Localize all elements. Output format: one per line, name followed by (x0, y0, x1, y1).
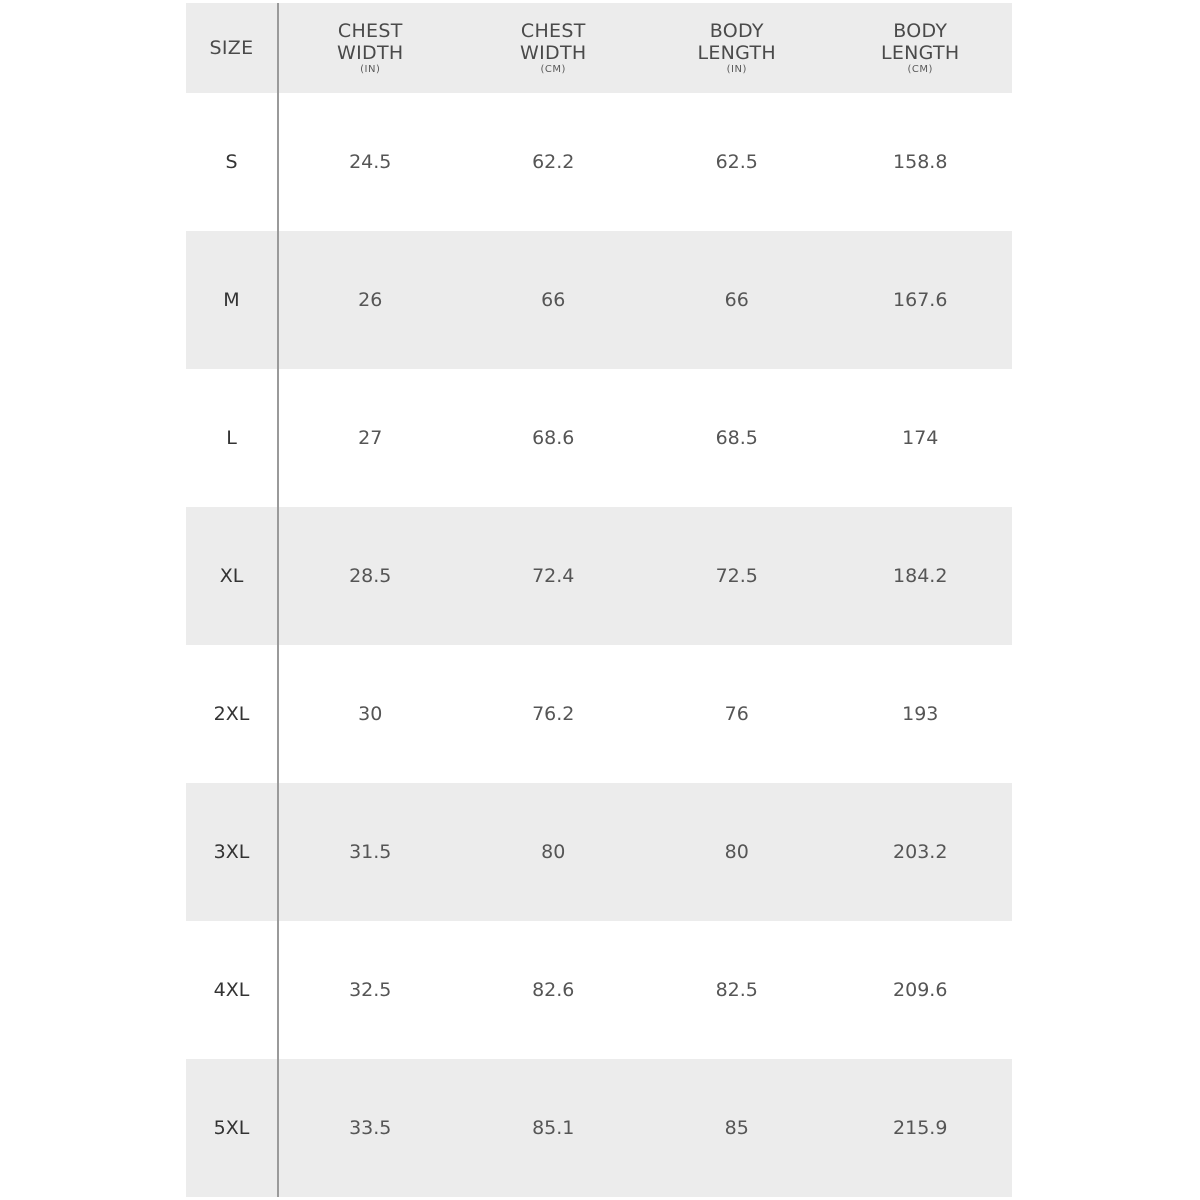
chest-width-cm-cell: 76.2 (532, 703, 575, 725)
body-length-cm-cell: 203.2 (893, 841, 948, 863)
chest-width-cm-cell: 85.1 (532, 1117, 575, 1139)
body-length-cm-cell: 193 (902, 703, 939, 725)
header-label-line: CHEST (520, 20, 586, 42)
body-length-cm-cell: 184.2 (893, 565, 948, 587)
body-length-in-cell: 66 (724, 289, 749, 311)
body-length-in-cell: 76 (724, 703, 749, 725)
chest-width-in-cell: 24.5 (349, 151, 392, 173)
chest-width-cm-cell: 62.2 (532, 151, 575, 173)
header-body-length-in (645, 3, 829, 93)
size-cell: S (186, 93, 278, 231)
body-length-in-cell: 68.5 (715, 427, 758, 449)
size-cell: 5XL (186, 1059, 278, 1197)
chest-width-in-cell: 30 (358, 703, 383, 725)
size-cell: 2XL (186, 645, 278, 783)
header-label-line: WIDTH (337, 42, 404, 64)
chest-width-in-cell: 26 (358, 289, 383, 311)
header-chest-width-in (278, 3, 462, 93)
chest-width-cm-cell: 72.4 (532, 565, 575, 587)
header-unit: (CM) (907, 64, 933, 75)
header-size-label: SIZE (209, 37, 254, 59)
header-label-line: BODY (893, 20, 948, 42)
size-chart (186, 3, 1012, 1197)
chest-width-in-cell: 28.5 (349, 565, 392, 587)
size-cell: M (186, 231, 278, 369)
table-row (186, 369, 1012, 507)
header-unit: (CM) (540, 64, 566, 75)
size-cell: L (186, 369, 278, 507)
chest-width-in-cell: 31.5 (349, 841, 392, 863)
table-row (186, 783, 1012, 921)
chest-width-cm-cell: 80 (541, 841, 566, 863)
size-cell: 3XL (186, 783, 278, 921)
table-body (186, 93, 1012, 1197)
header-unit: (IN) (726, 64, 747, 75)
body-length-cm-cell: 174 (902, 427, 939, 449)
header-label-line: CHEST (337, 20, 403, 42)
chest-width-cm-cell: 66 (541, 289, 566, 311)
body-length-cm-cell: 209.6 (893, 979, 948, 1001)
table-row (186, 645, 1012, 783)
header-row (186, 3, 1012, 93)
header-unit: (IN) (360, 64, 381, 75)
chest-width-cm-cell: 68.6 (532, 427, 575, 449)
header-body-length-cm (829, 3, 1013, 93)
chest-width-in-cell: 27 (358, 427, 383, 449)
body-length-in-cell: 82.5 (715, 979, 758, 1001)
header-label-line: BODY (709, 20, 764, 42)
table-row (186, 231, 1012, 369)
table-header (186, 3, 1012, 93)
table-row (186, 921, 1012, 1059)
size-table (186, 3, 1013, 1197)
table-row (186, 1059, 1012, 1197)
body-length-in-cell: 62.5 (715, 151, 758, 173)
body-length-cm-cell: 158.8 (893, 151, 948, 173)
header-chest-width-cm (462, 3, 646, 93)
body-length-cm-cell: 167.6 (893, 289, 948, 311)
size-cell: 4XL (186, 921, 278, 1059)
chest-width-in-cell: 32.5 (349, 979, 392, 1001)
chest-width-cm-cell: 82.6 (532, 979, 575, 1001)
table-row (186, 93, 1012, 231)
header-label-line: WIDTH (520, 42, 587, 64)
table-row (186, 507, 1012, 645)
body-length-cm-cell: 215.9 (893, 1117, 948, 1139)
body-length-in-cell: 80 (724, 841, 749, 863)
header-label-line: LENGTH (697, 42, 777, 64)
header-label-line: LENGTH (880, 42, 960, 64)
body-length-in-cell: 72.5 (715, 565, 758, 587)
chest-width-in-cell: 33.5 (349, 1117, 392, 1139)
body-length-in-cell: 85 (724, 1117, 749, 1139)
header-size (186, 3, 278, 93)
size-cell: XL (186, 507, 278, 645)
